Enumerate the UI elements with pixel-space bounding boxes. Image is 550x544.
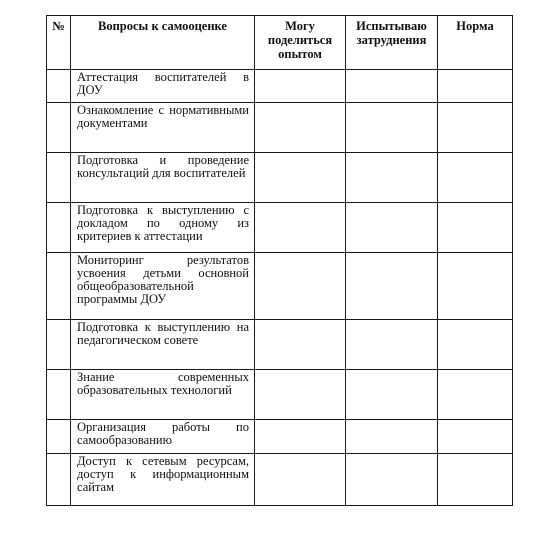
question-cell: Знание современных образовательных технологий xyxy=(71,370,255,420)
can-share-cell[interactable] xyxy=(255,253,346,320)
question-cell: Подготовка к выступлению на педагогическом совете xyxy=(71,320,255,370)
row-number-cell xyxy=(47,153,71,203)
norm-cell[interactable] xyxy=(438,454,513,506)
header-num: № xyxy=(47,16,71,70)
can-share-cell[interactable] xyxy=(255,153,346,203)
table-row xyxy=(47,203,513,253)
norm-cell[interactable] xyxy=(438,153,513,203)
row-number-cell xyxy=(47,320,71,370)
can-share-cell[interactable] xyxy=(255,454,346,506)
header-can-share: Могу поделиться опытом xyxy=(255,16,346,70)
difficulty-cell[interactable] xyxy=(346,370,438,420)
norm-cell[interactable] xyxy=(438,420,513,454)
table-row xyxy=(47,370,513,420)
norm-cell[interactable] xyxy=(438,103,513,153)
row-number-cell xyxy=(47,454,71,506)
table-row xyxy=(47,420,513,454)
header-question: Вопросы к самооценке xyxy=(71,16,255,70)
difficulty-cell[interactable] xyxy=(346,203,438,253)
row-number-cell xyxy=(47,253,71,320)
header-norm: Норма xyxy=(438,16,513,70)
table-row xyxy=(47,153,513,203)
table-row xyxy=(47,320,513,370)
can-share-cell[interactable] xyxy=(255,70,346,103)
question-cell: Организация работы по самообразованию xyxy=(71,420,255,454)
table-header-row xyxy=(47,16,513,70)
norm-cell[interactable] xyxy=(438,370,513,420)
question-cell: Мониторинг результатов усвоения детьми основной общеобразовательной программы ДОУ xyxy=(71,253,255,320)
question-cell: Доступ к сетевым ресурсам, доступ к информационным сайтам xyxy=(71,454,255,506)
table-row xyxy=(47,454,513,506)
can-share-cell[interactable] xyxy=(255,370,346,420)
norm-cell[interactable] xyxy=(438,203,513,253)
can-share-cell[interactable] xyxy=(255,103,346,153)
norm-cell[interactable] xyxy=(438,70,513,103)
norm-cell[interactable] xyxy=(438,320,513,370)
difficulty-cell[interactable] xyxy=(346,253,438,320)
row-number-cell xyxy=(47,370,71,420)
row-number-cell xyxy=(47,420,71,454)
difficulty-cell[interactable] xyxy=(346,103,438,153)
norm-cell[interactable] xyxy=(438,253,513,320)
question-cell: Аттестация воспитателей в ДОУ xyxy=(71,70,255,103)
question-cell: Подготовка и проведение консультаций для воспитателей xyxy=(71,153,255,203)
row-number-cell xyxy=(47,103,71,153)
table-row xyxy=(47,103,513,153)
row-number-cell xyxy=(47,70,71,103)
difficulty-cell[interactable] xyxy=(346,454,438,506)
can-share-cell[interactable] xyxy=(255,420,346,454)
question-cell: Ознакомление с нормативными документами xyxy=(71,103,255,153)
can-share-cell[interactable] xyxy=(255,203,346,253)
difficulty-cell[interactable] xyxy=(346,420,438,454)
question-cell: Подготовка к выступлению с докладом по одному из критериев к аттестации xyxy=(71,203,255,253)
row-number-cell xyxy=(47,203,71,253)
can-share-cell[interactable] xyxy=(255,320,346,370)
difficulty-cell[interactable] xyxy=(346,70,438,103)
header-difficulty: Испытываю затруднения xyxy=(346,16,438,70)
self-assessment-table xyxy=(46,15,513,506)
difficulty-cell[interactable] xyxy=(346,320,438,370)
table-row xyxy=(47,70,513,103)
table-row xyxy=(47,253,513,320)
difficulty-cell[interactable] xyxy=(346,153,438,203)
